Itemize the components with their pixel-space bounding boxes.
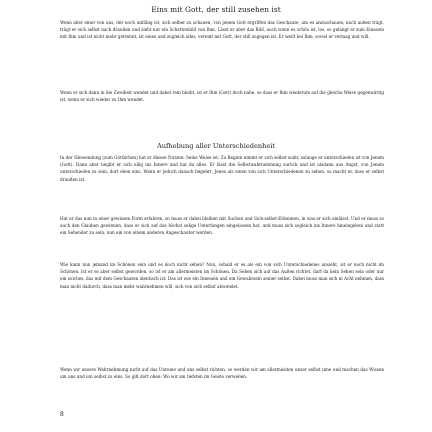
section-heading-middle: Aufhebung aller Unterschiedenheit	[156, 142, 276, 150]
page-number: 8	[60, 411, 64, 418]
paragraph: Wenn wir unsere Wahrnehmung nicht auf das Unreine und uns selbst richten, so werden wir am allermeisten unser selbst inne und machen das Wissen um uns und um selbst zu eins. So gilt dort oben: Wo wir am tiefsten im Geiste verweilen.	[60, 367, 384, 380]
paragraph: Wie kann nun jemand im Schönen sein und es doch nicht sehen? Nun, sobald er es als ein von sich Unterschiedenes ansieht, ist er noch nicht im Schönen. Ist er es aber selbst geworden, so ist er am allermeisten im Schönen. Da Sehen sich auf das Außen richtet, darf da kein Sehen sein oder nur ein solches, das mit dem Geschauten identisch ist. Das ist wie ein Innesein und ein Gewahrsein seiner selbst. Dabei muss man sich in Acht nehmen, dass man nicht dadurch, dass man mehr wahrnehmen will, sich von sich selbst abwendet.	[60, 262, 384, 289]
paragraph: In der Hinwendung (zum Göttlichen) hat er diesen Nutzen: Seine Weise ist: Zu Beginn nimmt er sich selbst wahr, solange er unterschieden ist von Jenem (Gott). Dann aber begibt er sich eilig ins Innere und hat da alles. Er lässt die Selbstwahrnehmung zurück und ist alsdann aus Angst, von Jenem unterschieden zu sein, dort eben eins. Wenn er jedoch danach begehrt, Jenes als einen von sich Unterschiedenen zu sehen, so macht er, dass er selbst draußen ist.	[60, 155, 384, 182]
paragraph: Hat er das nun in einer gewissen Form erfahren, so muss er dabei bleiben mit Suchen und Sich-selbst-Erkennen, in was er sich einlässt. Und er muss so auch den Glauben gewinnen, dass er sich auf das höchst selige Unterfangen eingelassen hat, und muss sich sogleich ins Innere hineingeben und statt ein Sehender zu sein, nun ein von einem anderen Angeschauter werden.	[60, 216, 384, 236]
paragraph: Wenn aber einer von uns, der noch unfähig ist, sich selber zu schauen, von jenem Gott ergriffen das Geschaute, um es anzuschauen, nach außen trägt, trägt er sich selbst nach draußen und sieht nur ein Schattenbild von Ihm. Lässt er aber das Bild, auch wenn es schön ist, los, so gelangt er zum Einssein mit Ihm und ist nicht mehr getrennt, ist eines und zugleich alles, vereint mit Gott, der still zugegen ist. Er weilt bei Ihm, soviel er vermag und will.	[60, 20, 384, 40]
section-heading-top: Eins mit Gott, der still zusehen ist	[151, 5, 281, 14]
paragraph: Wenn er sich dann in die Zweiheit wendet und dabei rein bleibt, ist er Ihm (Gott) doch nahe, so dass er Ihm wiederum auf die gleiche Weise gegenwärtig ist, wenn er sich wieder zu Ihm wendet.	[60, 90, 384, 103]
